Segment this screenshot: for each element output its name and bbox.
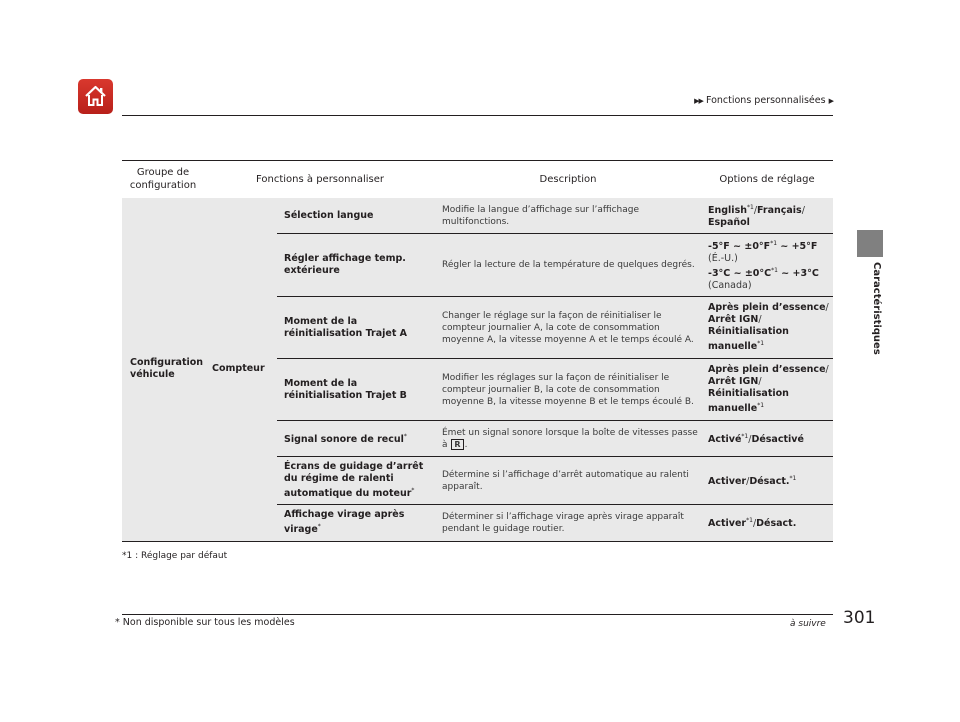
function-options: Après plein d’essence/ Arrêt IGN/ Réinitialisation manuelle$^{*1}$ xyxy=(708,301,829,353)
function-name: Signal sonore de recul* xyxy=(284,432,407,446)
footer-divider xyxy=(122,614,833,615)
function-name: Écrans de guidage d’arrêt du régime de ralenti automatique du moteur* xyxy=(284,460,424,500)
function-description: Régler la lecture de la température de quelques degrés. xyxy=(442,260,695,270)
group-main-label: Configuration véhicule xyxy=(130,357,204,380)
function-name: Sélection langue xyxy=(284,209,374,221)
function-name: Moment de la réinitialisation Trajet B xyxy=(284,377,407,401)
table-row xyxy=(277,297,833,358)
header-description: Description xyxy=(539,174,597,185)
function-options: Activer$^{*1}$/Désact. xyxy=(708,517,797,530)
function-options: Activer/Désact.$^{*1}$ xyxy=(708,474,797,488)
function-description: Déterminer si l’affichage virage après virage apparaît pendant le guidage routier. xyxy=(442,512,684,534)
function-name: Régler affichage temp. extérieure xyxy=(284,253,406,276)
function-name: Moment de la réinitialisation Trajet A xyxy=(284,315,408,339)
page-number: 301 xyxy=(843,608,876,628)
header-options: Options de réglage xyxy=(719,174,815,185)
group-sub-label: Compteur xyxy=(212,363,265,374)
r-gear-key: R xyxy=(451,439,463,450)
breadcrumb-end-arrow-icon: ▶ xyxy=(828,97,833,105)
header-functions: Fonctions à personnaliser xyxy=(256,174,384,185)
table-row xyxy=(277,421,833,456)
function-options: -5°F ~ $\pm 0^\circ F^{*1}$ ~ +5°F (É.-U.) -3°C ~ $\pm 0^\circ C^{*1}$ ~ +3°C (Canada) xyxy=(708,239,819,292)
table-row xyxy=(277,198,833,233)
table-row xyxy=(277,234,833,296)
continued-label: à suivre xyxy=(790,619,826,629)
default-setting-footnote: *1 : Réglage par défaut xyxy=(122,551,228,561)
function-options: Après plein d’essence/ Arrêt IGN/ Réinitialisation manuelle$^{*1}$ xyxy=(708,363,829,415)
function-description: Changer le réglage sur la façon de réinitialiser le compteur journalier A, la cote de consommation moyenne A, la vitesse moyenne A et le temps écoulé A. xyxy=(442,310,694,345)
breadcrumb-label: Fonctions personnalisées xyxy=(705,95,826,106)
function-description: Émet un signal sonore lorsque la boîte de vitesses passe à R . xyxy=(442,427,698,450)
table-row xyxy=(277,359,833,420)
chapter-tab-label: Caractéristiques xyxy=(871,262,882,355)
function-description: Modifier les réglages sur la façon de réinitialiser le compteur journalier B, la cote de consommation moyenne B, la vitesse moyenne B et le temps écoulé B. xyxy=(442,372,694,407)
function-description: Détermine si l’affichage d’arrêt automatique au ralenti apparaît. xyxy=(442,469,689,492)
table-row xyxy=(277,505,833,541)
function-name: Affichage virage après virage* xyxy=(284,509,405,536)
home-button[interactable] xyxy=(78,79,113,114)
table-row xyxy=(277,457,833,504)
home-icon xyxy=(83,84,108,109)
chapter-tab-marker[interactable] xyxy=(857,230,883,257)
table-bottom-rule xyxy=(122,541,833,542)
function-description: Modifie la langue d’affichage sur l’affichage multifonctions. xyxy=(442,204,639,227)
header-divider xyxy=(122,115,833,116)
header-group: Groupe de configuration xyxy=(129,167,197,191)
function-options: English$^{*1}$/Français/ Español xyxy=(708,203,805,229)
availability-note: * Non disponible sur tous les modèles xyxy=(115,617,295,628)
breadcrumb-arrow-icon: ▶▶ xyxy=(694,97,703,105)
breadcrumb[interactable] xyxy=(680,95,833,106)
table-top-rule xyxy=(122,160,833,161)
function-options: Activé$^{*1}$/Désactivé xyxy=(708,432,804,446)
